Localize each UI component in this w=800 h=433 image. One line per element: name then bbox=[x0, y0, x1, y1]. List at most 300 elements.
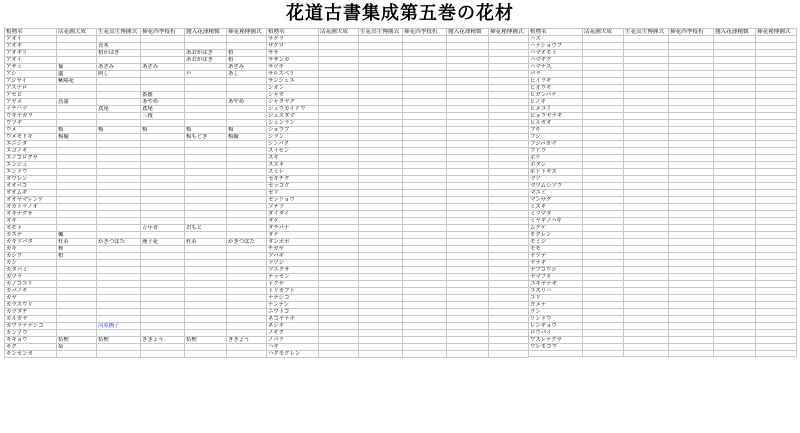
source-cell bbox=[403, 57, 447, 64]
source-cell bbox=[447, 71, 489, 78]
source-cell bbox=[669, 36, 714, 43]
table-row bbox=[267, 330, 529, 337]
plant-name-cell: ヒルガオ bbox=[529, 120, 583, 127]
source-cell bbox=[141, 50, 185, 57]
source-cell bbox=[583, 99, 624, 106]
source-cell bbox=[756, 134, 797, 141]
plant-name-cell: ヒメユリ bbox=[529, 106, 583, 113]
source-cell bbox=[97, 267, 141, 274]
table-row bbox=[267, 36, 529, 43]
plant-name-cell: ツバキ bbox=[267, 253, 319, 260]
source-cell bbox=[97, 113, 141, 120]
source-cell bbox=[97, 274, 141, 281]
table-row bbox=[529, 162, 797, 169]
table-row bbox=[5, 43, 267, 50]
source-cell bbox=[185, 274, 227, 281]
table-row bbox=[267, 134, 529, 141]
table-row bbox=[267, 57, 529, 64]
source-cell bbox=[756, 162, 797, 169]
source-cell bbox=[714, 43, 756, 50]
plant-name-cell: ツユクサ bbox=[267, 267, 319, 274]
source-cell bbox=[359, 274, 403, 281]
table-row bbox=[267, 92, 529, 99]
source-cell bbox=[583, 36, 624, 43]
table-row bbox=[5, 36, 267, 43]
source-cell bbox=[447, 85, 489, 92]
table-row bbox=[267, 141, 529, 148]
source-cell bbox=[359, 183, 403, 190]
source-cell bbox=[97, 232, 141, 239]
plant-name-cell: ソテツ bbox=[267, 204, 319, 211]
column-header: 生花出生傳圖式 bbox=[359, 29, 403, 36]
source-cell bbox=[403, 344, 447, 351]
plant-name-cell: タケ bbox=[267, 218, 319, 225]
source-cell bbox=[319, 330, 359, 337]
source-cell bbox=[141, 120, 185, 127]
source-cell bbox=[403, 36, 447, 43]
source-cell bbox=[714, 239, 756, 246]
table-row bbox=[5, 232, 267, 239]
source-cell bbox=[57, 50, 97, 57]
table-row bbox=[529, 141, 797, 148]
plant-name-cell: ミズキ bbox=[529, 204, 583, 211]
table-row bbox=[267, 225, 529, 232]
source-cell bbox=[185, 204, 227, 211]
source-cell bbox=[359, 281, 403, 288]
plant-name-cell: オオムギ bbox=[5, 190, 57, 197]
source-cell bbox=[359, 50, 403, 57]
source-cell bbox=[714, 36, 756, 43]
table-row bbox=[529, 36, 797, 43]
source-cell bbox=[447, 36, 489, 43]
source-cell bbox=[669, 176, 714, 183]
table-row bbox=[267, 71, 529, 78]
source-cell bbox=[57, 141, 97, 148]
source-cell bbox=[624, 36, 669, 43]
source-cell bbox=[624, 64, 669, 71]
source-cell bbox=[403, 260, 447, 267]
table-row bbox=[267, 323, 529, 330]
source-cell: ききょう bbox=[227, 337, 267, 344]
plant-name-cell: シンパク bbox=[267, 141, 319, 148]
source-cell bbox=[57, 197, 97, 204]
source-cell bbox=[669, 323, 714, 330]
source-cell bbox=[669, 141, 714, 148]
plant-name-cell: ブドウ bbox=[529, 148, 583, 155]
source-cell bbox=[359, 148, 403, 155]
source-cell bbox=[756, 78, 797, 85]
source-cell bbox=[57, 85, 97, 92]
source-cell bbox=[57, 162, 97, 169]
source-cell bbox=[447, 239, 489, 246]
plant-name-cell: ロウバイ bbox=[529, 330, 583, 337]
source-cell bbox=[669, 134, 714, 141]
source-cell bbox=[583, 239, 624, 246]
source-cell bbox=[447, 288, 489, 295]
source-cell bbox=[583, 232, 624, 239]
table-row bbox=[267, 344, 529, 351]
source-cell: かきつばた bbox=[227, 239, 267, 246]
source-cell bbox=[489, 337, 529, 344]
source-cell bbox=[97, 155, 141, 162]
source-cell bbox=[319, 148, 359, 155]
source-cell bbox=[447, 43, 489, 50]
table-row bbox=[529, 239, 797, 246]
source-cell bbox=[756, 113, 797, 120]
source-cell bbox=[489, 281, 529, 288]
source-cell bbox=[141, 183, 185, 190]
source-cell bbox=[714, 288, 756, 295]
table-row bbox=[267, 274, 529, 281]
source-cell bbox=[447, 253, 489, 260]
plant-name-cell: オキナグサ bbox=[5, 211, 57, 218]
source-cell bbox=[583, 316, 624, 323]
plant-name-cell: シャクヤク bbox=[267, 99, 319, 106]
table-row bbox=[5, 204, 267, 211]
source-cell bbox=[447, 316, 489, 323]
source-cell bbox=[714, 351, 756, 357]
plant-name-cell: セッコク bbox=[267, 183, 319, 190]
table-row bbox=[5, 337, 267, 344]
source-cell bbox=[583, 267, 624, 274]
source-cell: 梅 bbox=[185, 127, 227, 134]
source-cell bbox=[403, 239, 447, 246]
table-row bbox=[5, 190, 267, 197]
table-row bbox=[529, 351, 797, 357]
plant-name-cell: サツキ bbox=[267, 64, 319, 71]
plant-name-cell: モミジ bbox=[529, 239, 583, 246]
source-cell bbox=[624, 197, 669, 204]
source-cell bbox=[447, 211, 489, 218]
source-cell bbox=[624, 337, 669, 344]
source-cell bbox=[185, 43, 227, 50]
source-cell bbox=[319, 309, 359, 316]
source-cell bbox=[447, 281, 489, 288]
source-cell bbox=[227, 302, 267, 309]
source-cell bbox=[403, 253, 447, 260]
source-cell bbox=[359, 204, 403, 211]
source-cell bbox=[141, 323, 185, 330]
source-cell bbox=[714, 281, 756, 288]
source-cell bbox=[185, 281, 227, 288]
source-cell bbox=[756, 43, 797, 50]
source-cell bbox=[403, 71, 447, 78]
source-cell bbox=[447, 106, 489, 113]
table-row bbox=[267, 337, 529, 344]
source-cell bbox=[141, 141, 185, 148]
source-cell bbox=[359, 106, 403, 113]
table-row bbox=[267, 127, 529, 134]
source-cell bbox=[97, 246, 141, 253]
table-row bbox=[529, 99, 797, 106]
source-cell bbox=[669, 351, 714, 357]
source-cell bbox=[359, 162, 403, 169]
source-cell bbox=[97, 225, 141, 232]
source-cell bbox=[583, 162, 624, 169]
plant-name-cell: ミツマタ bbox=[529, 211, 583, 218]
source-cell bbox=[185, 351, 227, 358]
source-cell bbox=[403, 211, 447, 218]
source-cell bbox=[489, 113, 529, 120]
plant-name-cell: ウメ bbox=[5, 127, 57, 134]
source-cell bbox=[185, 141, 227, 148]
source-cell: あやめ bbox=[141, 99, 185, 106]
plant-name-cell: カワラナデシコ bbox=[5, 323, 57, 330]
source-cell bbox=[57, 302, 97, 309]
table-row bbox=[267, 183, 529, 190]
plant-name-cell: シラン bbox=[267, 134, 319, 141]
source-cell bbox=[669, 71, 714, 78]
source-cell bbox=[583, 288, 624, 295]
source-cell bbox=[669, 246, 714, 253]
source-cell bbox=[359, 316, 403, 323]
source-cell bbox=[714, 99, 756, 106]
source-cell bbox=[489, 106, 529, 113]
source-cell bbox=[403, 190, 447, 197]
source-cell bbox=[669, 330, 714, 337]
table-row bbox=[5, 253, 267, 260]
source-cell bbox=[141, 162, 185, 169]
source-cell bbox=[359, 36, 403, 43]
source-cell bbox=[185, 309, 227, 316]
source-cell bbox=[57, 169, 97, 176]
source-cell bbox=[403, 323, 447, 330]
source-cell bbox=[185, 92, 227, 99]
source-cell bbox=[141, 36, 185, 43]
table-row bbox=[5, 316, 267, 323]
source-cell bbox=[185, 78, 227, 85]
source-cell bbox=[669, 232, 714, 239]
source-cell: 河原撫子 bbox=[97, 323, 141, 330]
source-cell bbox=[624, 323, 669, 330]
source-cell bbox=[227, 162, 267, 169]
source-cell bbox=[624, 190, 669, 197]
source-cell bbox=[359, 295, 403, 302]
source-cell bbox=[624, 302, 669, 309]
source-cell bbox=[403, 302, 447, 309]
source-cell bbox=[489, 71, 529, 78]
source-cell bbox=[403, 351, 447, 358]
source-cell bbox=[714, 190, 756, 197]
source-cell bbox=[714, 64, 756, 71]
source-cell bbox=[447, 323, 489, 330]
source-cell bbox=[756, 190, 797, 197]
source-cell bbox=[714, 211, 756, 218]
table-row bbox=[529, 148, 797, 155]
source-cell bbox=[624, 232, 669, 239]
source-cell bbox=[489, 127, 529, 134]
flower-table-middle bbox=[266, 28, 529, 358]
plant-name-cell: オギ bbox=[5, 218, 57, 225]
source-cell bbox=[359, 134, 403, 141]
source-cell bbox=[227, 295, 267, 302]
plant-name-cell: オオヤマレンゲ bbox=[5, 197, 57, 204]
source-cell bbox=[319, 246, 359, 253]
source-cell bbox=[141, 211, 185, 218]
table-row bbox=[5, 330, 267, 337]
source-cell bbox=[227, 344, 267, 351]
source-cell bbox=[227, 92, 267, 99]
plant-name-cell: モモ bbox=[529, 246, 583, 253]
source-cell bbox=[403, 78, 447, 85]
plant-name-cell: キンセンカ bbox=[5, 351, 57, 358]
source-cell bbox=[714, 267, 756, 274]
source-cell bbox=[583, 64, 624, 71]
source-cell bbox=[669, 155, 714, 162]
plant-name-cell: ヒガンバナ bbox=[529, 92, 583, 99]
table-row bbox=[5, 239, 267, 246]
plant-name-cell: ヒノキ bbox=[529, 99, 583, 106]
source-cell bbox=[756, 120, 797, 127]
source-cell bbox=[319, 225, 359, 232]
table-row bbox=[529, 288, 797, 295]
source-cell bbox=[447, 169, 489, 176]
source-cell bbox=[141, 134, 185, 141]
source-cell bbox=[756, 274, 797, 281]
source-cell bbox=[227, 281, 267, 288]
source-cell bbox=[624, 141, 669, 148]
plant-name-cell: ムクゲ bbox=[529, 225, 583, 232]
table-row bbox=[5, 57, 267, 64]
column-header: 挿花四季枝折 bbox=[141, 29, 185, 36]
source-cell bbox=[97, 162, 141, 169]
source-cell bbox=[403, 120, 447, 127]
source-cell bbox=[624, 176, 669, 183]
plant-name-cell: キキョウ bbox=[5, 337, 57, 344]
source-cell bbox=[489, 330, 529, 337]
source-cell bbox=[489, 344, 529, 351]
source-cell bbox=[447, 78, 489, 85]
source-cell bbox=[97, 120, 141, 127]
source-cell bbox=[583, 246, 624, 253]
table-row bbox=[267, 267, 529, 274]
source-cell bbox=[624, 71, 669, 78]
source-cell: 桔梗 bbox=[97, 337, 141, 344]
source-cell bbox=[359, 267, 403, 274]
table-row bbox=[529, 50, 797, 57]
plant-name-cell: レンギョウ bbox=[529, 323, 583, 330]
source-cell bbox=[714, 148, 756, 155]
plant-name-cell: ボケ bbox=[529, 155, 583, 162]
source-cell bbox=[489, 92, 529, 99]
source-cell bbox=[714, 183, 756, 190]
source-cell bbox=[57, 92, 97, 99]
source-cell bbox=[756, 323, 797, 330]
plant-name-cell: エゴノキ bbox=[5, 148, 57, 155]
source-cell bbox=[97, 141, 141, 148]
source-cell bbox=[97, 309, 141, 316]
source-cell bbox=[489, 260, 529, 267]
source-cell bbox=[185, 148, 227, 155]
source-cell bbox=[756, 246, 797, 253]
source-cell: 菊 bbox=[57, 344, 97, 351]
source-cell bbox=[319, 99, 359, 106]
source-cell: 柏 bbox=[57, 253, 97, 260]
source-cell bbox=[227, 85, 267, 92]
source-cell: 万年青 bbox=[141, 225, 185, 232]
source-cell bbox=[403, 64, 447, 71]
source-cell bbox=[227, 330, 267, 337]
source-cell bbox=[185, 218, 227, 225]
source-cell bbox=[624, 57, 669, 64]
table-row bbox=[5, 246, 267, 253]
source-cell bbox=[714, 169, 756, 176]
source-cell bbox=[714, 162, 756, 169]
source-cell bbox=[57, 274, 97, 281]
source-cell bbox=[756, 99, 797, 106]
source-cell bbox=[319, 155, 359, 162]
plant-name-cell: ダイダイ bbox=[267, 211, 319, 218]
source-cell bbox=[714, 134, 756, 141]
table-row bbox=[267, 106, 529, 113]
table-row bbox=[5, 162, 267, 169]
plant-name-cell: チガヤ bbox=[267, 246, 319, 253]
source-cell bbox=[227, 120, 267, 127]
source-cell bbox=[359, 239, 403, 246]
source-cell bbox=[141, 295, 185, 302]
plant-name-cell: カツラ bbox=[5, 274, 57, 281]
source-cell bbox=[714, 344, 756, 351]
table-row bbox=[5, 344, 267, 351]
table-row bbox=[267, 211, 529, 218]
table-row bbox=[529, 253, 797, 260]
source-cell bbox=[319, 71, 359, 78]
source-cell bbox=[714, 78, 756, 85]
source-cell: 鳶尾 bbox=[97, 106, 141, 113]
source-cell bbox=[227, 211, 267, 218]
table-row bbox=[529, 78, 797, 85]
source-cell bbox=[403, 274, 447, 281]
source-cell bbox=[489, 204, 529, 211]
plant-name-cell: シオン bbox=[267, 85, 319, 92]
source-cell bbox=[714, 337, 756, 344]
source-cell bbox=[359, 127, 403, 134]
source-cell bbox=[756, 85, 797, 92]
table-row bbox=[5, 225, 267, 232]
source-cell bbox=[624, 344, 669, 351]
source-cell bbox=[489, 141, 529, 148]
plant-name-cell: カンゾウ bbox=[5, 330, 57, 337]
source-cell bbox=[756, 232, 797, 239]
source-cell bbox=[489, 309, 529, 316]
source-cell bbox=[583, 141, 624, 148]
source-cell bbox=[319, 127, 359, 134]
plant-name-cell: サザンカ bbox=[267, 57, 319, 64]
source-cell bbox=[319, 274, 359, 281]
source-cell bbox=[359, 64, 403, 71]
plant-name-cell: カシワ bbox=[5, 253, 57, 260]
source-cell bbox=[319, 113, 359, 120]
source-cell bbox=[97, 92, 141, 99]
source-cell: ききょう bbox=[141, 337, 185, 344]
source-cell bbox=[319, 204, 359, 211]
source-cell bbox=[489, 295, 529, 302]
source-cell bbox=[403, 295, 447, 302]
source-cell bbox=[403, 85, 447, 92]
table-row bbox=[529, 225, 797, 232]
source-cell bbox=[185, 183, 227, 190]
plant-name-cell: アジサイ bbox=[5, 78, 57, 85]
plant-name-cell: イチハツ bbox=[5, 106, 57, 113]
source-cell bbox=[359, 344, 403, 351]
table-row bbox=[529, 120, 797, 127]
column-header: 挿花四季枝折 bbox=[403, 29, 447, 36]
table-row bbox=[529, 267, 797, 274]
plant-name-cell: ヒオウギ bbox=[529, 85, 583, 92]
column-header: 挿花秘傳圖式 bbox=[756, 29, 797, 36]
source-cell bbox=[489, 197, 529, 204]
source-cell bbox=[185, 162, 227, 169]
